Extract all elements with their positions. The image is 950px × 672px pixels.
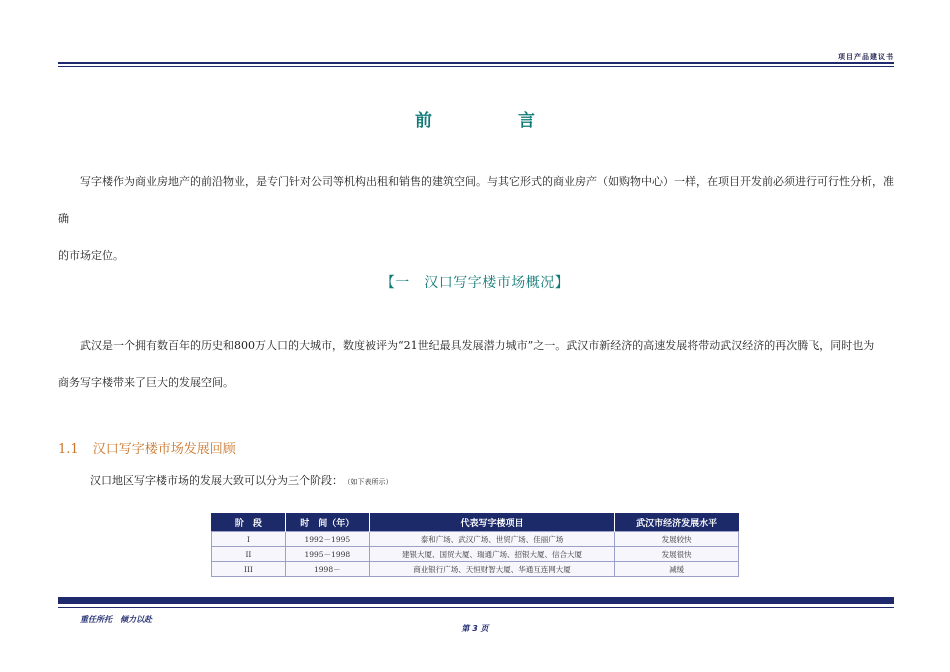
footer-rule-thin xyxy=(58,607,894,608)
section-title: 【一 汉口写字楼市场概况】 xyxy=(380,275,570,291)
cell-economy: 减缓 xyxy=(615,562,739,577)
page-number: 第 3 页 xyxy=(461,624,489,633)
table-row xyxy=(212,532,739,547)
subsection-title: 汉口写字楼市场发展回顾 xyxy=(92,442,236,457)
header-economy: 武汉市经济发展水平 xyxy=(615,514,739,532)
footer-rule-thick xyxy=(58,597,894,604)
page-title: 前 言 xyxy=(415,111,575,131)
stages-table xyxy=(211,513,739,577)
subsection-intro-note: （如下表所示） xyxy=(347,478,393,486)
cell-stage: II xyxy=(212,547,286,562)
cell-projects: 商业银行广场、天恒财智大厦、华通互连网大厦 xyxy=(369,562,614,577)
subsection-intro xyxy=(90,472,393,488)
cell-stage: I xyxy=(212,532,286,547)
cell-projects: 建银大厦、国贸大厦、瑞通广场、招银大厦、信合大厦 xyxy=(369,547,614,562)
section-paragraph xyxy=(58,327,894,401)
cell-time: 1995－1998 xyxy=(285,547,369,562)
footer-motto: 重任所托 倾力以赴 xyxy=(80,615,152,624)
cell-projects: 泰和广场、武汉广场、世贸广场、佳丽广场 xyxy=(369,532,614,547)
header-projects: 代表写字楼项目 xyxy=(369,514,614,532)
section-line-1: 武汉是一个拥有数百年的历史和800万人口的大城市，数度被评为“21世纪最具发展潜力城市”之一。武汉市新经济的高速发展将带动武汉经济的再次腾飞，同时也为 xyxy=(80,339,875,352)
header-doc-title: 项目产品建议书 xyxy=(838,52,894,61)
table-row xyxy=(212,562,739,577)
intro-line-1: 写字楼作为商业房地产的前沿物业，是专门针对公司等机构出租和销售的建筑空间。与其它形式的商业房产（如购物中心）一样，在项目开发前必须进行可行性分析，准确 xyxy=(58,175,894,225)
cell-time: 1998－ xyxy=(285,562,369,577)
table-row xyxy=(212,547,739,562)
header-rule-thin xyxy=(58,66,894,67)
header-rule-thick xyxy=(58,62,894,64)
cell-economy: 发展较快 xyxy=(615,532,739,547)
subsection-intro-text: 汉口地区写字楼市场的发展大致可以分为三个阶段： xyxy=(90,474,343,487)
header-stage: 阶 段 xyxy=(212,514,286,532)
subsection-number: 1.1 xyxy=(58,442,79,457)
section-line-2: 商务写字楼带来了巨大的发展空间。 xyxy=(58,376,234,389)
cell-time: 1992－1995 xyxy=(285,532,369,547)
intro-paragraph xyxy=(58,163,894,274)
cell-stage: III xyxy=(212,562,286,577)
intro-line-2: 的市场定位。 xyxy=(58,249,124,262)
cell-economy: 发展很快 xyxy=(615,547,739,562)
header-time: 时 间（年） xyxy=(285,514,369,532)
table-header-row xyxy=(212,514,739,532)
subsection-heading xyxy=(58,438,236,457)
